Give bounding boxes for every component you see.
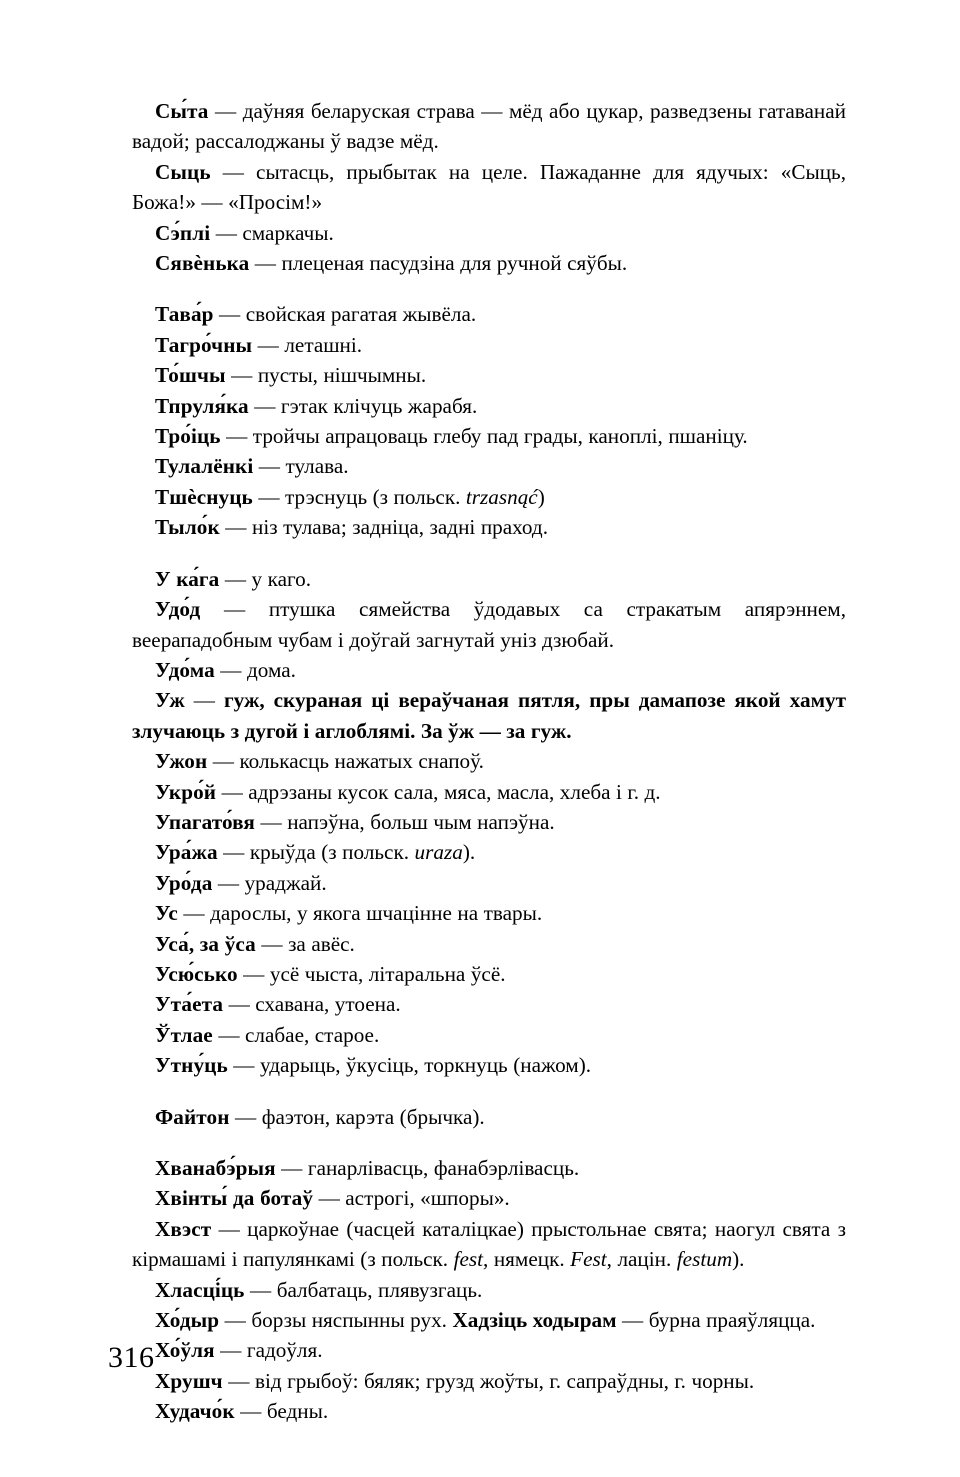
definition: ураджай. (244, 870, 327, 895)
definition: фаэтон, карэта (брычка). (261, 1104, 485, 1129)
entry-dash: — (177, 901, 211, 926)
definition-post: ). (462, 840, 476, 865)
dictionary-entry (132, 96, 846, 157)
definition: адрэзаны кусок сала, мяса, масла, хлеба і г. д. (248, 779, 661, 804)
definition-mid: , нямецк. (483, 1247, 571, 1272)
entry-dash: — (214, 657, 247, 682)
entry-dash: — (214, 1338, 247, 1363)
entry-dash: — (223, 992, 256, 1017)
dictionary-entry (132, 248, 846, 278)
definition: плеценая пасудзіна для ручной сяўбы. (281, 251, 628, 276)
dictionary-entry (132, 1396, 846, 1426)
entry-dash: — (208, 99, 243, 123)
dictionary-entry (132, 1153, 846, 1183)
dictionary-entry (132, 807, 846, 837)
definition: ударыць, ўкусіць, торкнуць (нажом). (259, 1053, 592, 1078)
definition: пусты, нішчымны. (257, 363, 427, 388)
entry-dash: — (212, 870, 245, 895)
entry-dash: — (255, 809, 288, 834)
dictionary-entry (132, 564, 846, 594)
dictionary-entry (132, 157, 846, 218)
definition-pre: царкоўнае (часцей каталіцкае) прыстольнае свята; наогул свята з кірмашамі і папулянкамі (з польск. (132, 1216, 846, 1272)
headword: Тшѐснуць (155, 484, 253, 509)
headword: Упагато́вя (155, 809, 255, 834)
headword: Тыло́к (155, 515, 220, 540)
definition-mid: , лацін. (606, 1247, 677, 1272)
entry-dash: — (219, 1308, 252, 1333)
entry-dash: — (211, 1216, 248, 1241)
dictionary-entry (132, 868, 846, 898)
dictionary-entry (132, 1275, 846, 1305)
headword: Ужон (155, 749, 208, 774)
definition: напэўна, больш чым напэўна. (287, 809, 555, 834)
headword: Хвэст (155, 1216, 212, 1241)
headword: Ура́жа (155, 840, 218, 865)
entry-dash: — (207, 749, 240, 774)
entry-dash: — (220, 424, 253, 449)
dictionary-entry (132, 685, 846, 746)
entry-group-t (132, 299, 846, 542)
definition: ганарлівасць, фанабэрлівасць. (307, 1156, 580, 1180)
definition: колькасць нажатых снапоў. (239, 749, 484, 774)
entry-dash: — (225, 363, 258, 388)
definition-pre: трэснуць (з польск. (285, 484, 466, 509)
entry-dash: — (275, 1156, 308, 1180)
headword: Сыць (155, 159, 211, 184)
definition: астрогі, «шпоры». (345, 1186, 510, 1211)
headword: Укро́й (155, 779, 217, 804)
definition: гэтак клічуць жарабя. (280, 393, 478, 418)
dictionary-entry (132, 360, 846, 390)
entry-dash: — (184, 688, 225, 713)
entry-dash: — (252, 332, 285, 357)
definition: смаркачы. (242, 220, 334, 245)
headword: Файтон (155, 1104, 230, 1129)
headword: Уж (155, 688, 185, 713)
dictionary-entry (132, 391, 846, 421)
headword: Сэ́плі (155, 220, 211, 245)
entry-dash: — (212, 1022, 246, 1047)
definition-post: ). (732, 1247, 745, 1272)
headword: Хласці́ць (155, 1277, 245, 1302)
definition-post: — бурна праяўляцца. (616, 1308, 816, 1333)
dictionary-entry (132, 1050, 846, 1080)
dictionary-entry (132, 837, 846, 867)
headword: Удо́ма (155, 657, 215, 682)
dictionary-entry (132, 451, 846, 481)
definition: слабае, старое. (245, 1022, 380, 1047)
definition: гуж, скураная ці вераўчаная пятля, пры дамапозе якой хамут злучаюць з дугой і аглоблямі. За ўж — за гуж. (132, 688, 847, 743)
entry-dash: — (244, 1277, 277, 1302)
entry-group-u (132, 564, 846, 1081)
entry-group-h (132, 1153, 846, 1427)
dictionary-entry (132, 512, 846, 542)
headword: Удо́д (155, 597, 201, 622)
entry-dash: — (210, 159, 257, 184)
headword: Хрушч (155, 1368, 223, 1393)
dictionary-entry (132, 1305, 846, 1335)
dictionary-entry (132, 1102, 846, 1132)
headword: Хванабэ́рыя (155, 1156, 276, 1180)
definition: дома. (247, 657, 296, 682)
dictionary-entry (132, 989, 846, 1019)
headword: Хо́ўля (155, 1338, 215, 1363)
definition: ніз тулава; задніца, задні праход. (252, 515, 548, 540)
dictionary-entry (132, 1183, 846, 1213)
dictionary-entry (132, 218, 846, 248)
entry-dash: — (237, 961, 270, 986)
definition: дарослы, у якога шчацінне на твары. (210, 901, 543, 926)
definition: від грыбоў: бяляк; грузд жоўты, г. сапраўдны, г. чорны. (254, 1368, 755, 1393)
entry-dash: — (234, 1399, 267, 1424)
definition: балбатаць, плявузгаць. (276, 1277, 483, 1302)
headword: Сявѐнька (155, 251, 250, 276)
definition: свойская рагатая жывёла. (245, 302, 477, 327)
entry-dash: — (216, 779, 249, 804)
etymon-italic: uraza (414, 840, 463, 865)
headword: Уро́да (155, 870, 213, 895)
etymon-italic: festum (676, 1247, 733, 1272)
headword: Уса́, за ўса (155, 931, 256, 956)
definition: усё чыста, літаральна ўсё. (269, 961, 506, 986)
dictionary-entry (132, 655, 846, 685)
definition: за авёс. (288, 931, 355, 956)
entry-dash: — (219, 566, 252, 591)
dictionary-entry (132, 299, 846, 329)
definition-pre: крыўда (з польск. (249, 840, 415, 865)
dictionary-entry (132, 746, 846, 776)
dictionary-entry (132, 330, 846, 360)
headword: Худачо́к (155, 1399, 235, 1424)
headword: Усю́сько (155, 961, 238, 986)
dictionary-entry (132, 898, 846, 928)
headword: Хвінты́ да ботаў (155, 1186, 314, 1211)
dictionary-entry (132, 1335, 846, 1365)
dictionary-entry (132, 777, 846, 807)
headword: Тулалёнкі (155, 454, 254, 479)
headword: Ута́ета (155, 992, 224, 1017)
definition: птушка сямейства ўдодавых са стракатым апярэннем, веерападобным чубам і доўгай загнутай уніз дзюбай. (132, 597, 846, 652)
headword: Тава́р (155, 302, 214, 327)
definition: у каго. (251, 566, 312, 591)
headword: Сы́та (155, 99, 209, 123)
headword: То́шчы (155, 363, 226, 388)
etymon-italic: trzasnąć (465, 484, 538, 509)
entry-dash: — (227, 1053, 260, 1078)
entry-dash: — (213, 302, 246, 327)
headword: Тро́іць (155, 424, 221, 449)
etymon-italic: fest (453, 1247, 484, 1272)
entry-dash: — (249, 251, 282, 276)
page-number: 316 (108, 1341, 155, 1374)
headword: Ўтлае (155, 1022, 213, 1047)
dictionary-entry (132, 1366, 846, 1396)
headword: Тпруля́ка (155, 393, 249, 418)
entry-dash: — (217, 840, 250, 865)
headword: Хо́дыр (155, 1308, 220, 1333)
dictionary-entry (132, 959, 846, 989)
definition: бедны. (266, 1399, 329, 1424)
definition: даўняя беларуская страва — мёд або цукар, разведзены гатаванай вадой; рассалоджаны ў вадзе мёд. (132, 99, 846, 154)
definition: гадоўля. (246, 1338, 323, 1363)
definition: схавана, утоена. (255, 992, 401, 1017)
entry-dash: — (252, 484, 286, 509)
text-column (132, 96, 846, 1427)
definition: тройчы апрацоваць глебу пад грады, каноплі, пшаніцу. (252, 424, 748, 449)
definition: тулава. (285, 454, 349, 479)
definition-pre: борзы няспынны рух. (251, 1308, 453, 1333)
definition: сытасць, прыбытак на целе. Пажаданне для ядучых: «Сыць, Божа!» — «Просім!» (132, 159, 847, 215)
definition-post: ) (537, 484, 545, 509)
dictionary-entry (132, 482, 846, 512)
entry-dash: — (229, 1104, 262, 1129)
headword: Ус (155, 901, 178, 926)
entry-dash: — (313, 1186, 346, 1211)
etymon-italic: Fest (570, 1247, 607, 1272)
definition: леташні. (284, 332, 363, 357)
entry-dash: — (248, 393, 281, 418)
headword: Утну́ць (155, 1053, 228, 1078)
headword: Тагро́чны (155, 332, 253, 357)
entry-dash: — (255, 931, 289, 956)
entry-dash: — (253, 454, 286, 479)
dictionary-entry (132, 929, 846, 959)
dictionary-entry (132, 594, 846, 655)
dictionary-entry (132, 1020, 846, 1050)
dictionary-entry (132, 1214, 846, 1275)
entry-dash: — (210, 220, 243, 245)
entry-group-f (132, 1102, 846, 1132)
entry-dash: — (222, 1368, 255, 1393)
sub-headword: Хадзіць ходырам (452, 1308, 617, 1333)
dictionary-entry (132, 421, 846, 451)
entry-dash: — (200, 597, 269, 622)
entry-group-s (132, 96, 846, 278)
headword: У ка́га (155, 566, 220, 591)
entry-dash: — (219, 515, 252, 540)
